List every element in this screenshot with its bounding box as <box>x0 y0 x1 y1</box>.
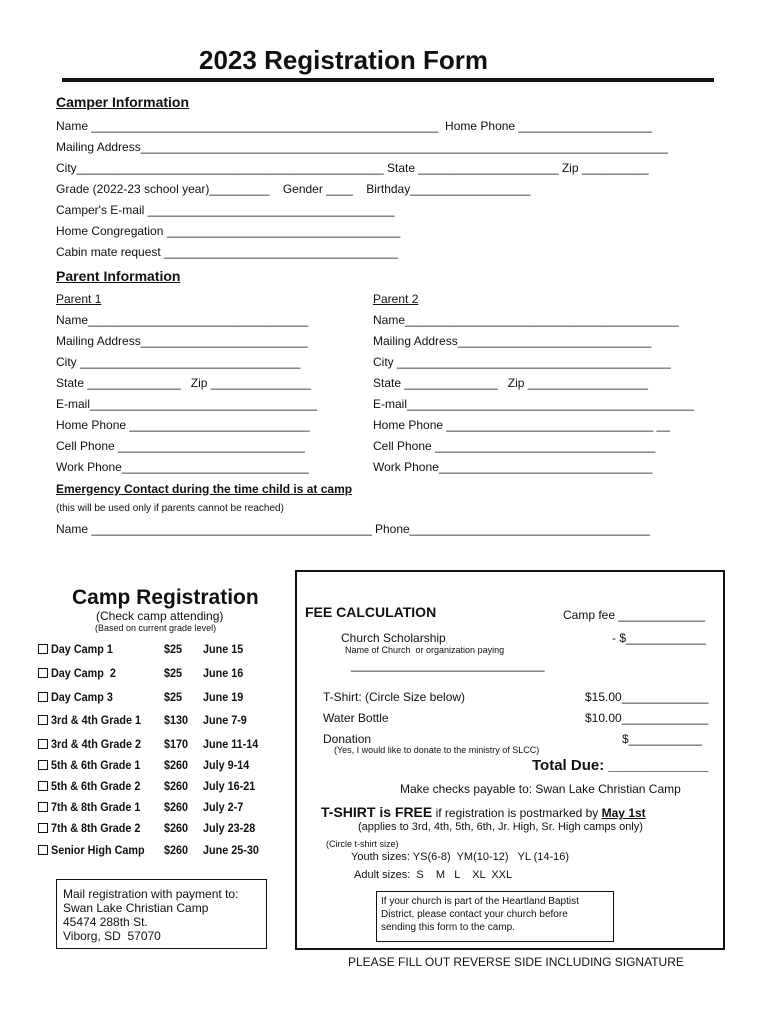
applies-note: (applies to 3rd, 4th, 5th, 6th, Jr. High, Sr. High camps only) <box>358 821 643 833</box>
camp-name: Senior High Camp <box>51 843 145 857</box>
camp-price: $170 <box>164 737 189 751</box>
total-due-field[interactable]: Total Due: ____________ <box>532 757 709 774</box>
donation-note: (Yes, I would like to donate to the ministry of SLCC) <box>334 745 540 755</box>
camp-option-row[interactable] <box>38 821 278 837</box>
camp-option-row[interactable] <box>38 713 278 729</box>
cabin-mate-field[interactable]: Cabin mate request ___________________________________ <box>56 245 398 259</box>
camper-name-field[interactable]: Name ____________________________________________________ Home Phone ____________________ <box>56 119 652 133</box>
parent1-cell-phone-field[interactable]: Cell Phone ____________________________ <box>56 439 305 453</box>
camper-city-field[interactable]: City______________________________________________ State _____________________ Zip __________ <box>56 161 649 175</box>
camp-option-row[interactable] <box>38 779 278 795</box>
camper-mailing-field[interactable]: Mailing Address_______________________________________________________________________________ <box>56 140 668 154</box>
camp-checkbox[interactable] <box>38 739 48 749</box>
parent2-work-phone-field[interactable]: Work Phone________________________________ <box>373 460 653 474</box>
camp-name: 5th & 6th Grade 2 <box>51 779 141 793</box>
camp-name: Day Camp 2 <box>51 666 116 680</box>
parent1-mailing-field[interactable]: Mailing Address_________________________ <box>56 334 308 348</box>
camp-option-row[interactable] <box>38 758 278 774</box>
parent2-home-phone-field[interactable]: Home Phone _______________________________ __ <box>373 418 670 432</box>
camp-price: $130 <box>164 713 189 727</box>
tshirt-free-mid: if registration is postmarked by <box>432 806 602 820</box>
camper-grade-field[interactable]: Grade (2022-23 school year)_________ Gender ____ Birthday__________________ <box>56 182 531 196</box>
heartland-line-1: If your church is part of the Heartland Baptist <box>381 896 579 907</box>
parent2-label: Parent 2 <box>373 292 419 306</box>
fee-calculation-heading: FEE CALCULATION <box>305 604 437 620</box>
camp-price: $260 <box>164 800 189 814</box>
camp-dates: June 11-14 <box>203 737 259 751</box>
camp-fee-field[interactable]: Camp fee _____________ <box>563 608 706 622</box>
camp-name: 5th & 6th Grade 1 <box>51 758 141 772</box>
emergency-contact-heading: Emergency Contact during the time child is at camp <box>56 482 353 496</box>
camp-checkbox[interactable] <box>38 823 48 833</box>
tshirt-amount[interactable]: $15.00_____________ <box>585 690 709 704</box>
church-scholarship-note: Name of Church or organization paying <box>345 645 505 655</box>
parent2-city-field[interactable]: City _________________________________________ <box>373 355 671 369</box>
parent-info-heading: Parent Information <box>56 268 181 284</box>
checks-payable-note: Make checks payable to: Swan Lake Christian Camp <box>400 782 681 796</box>
circle-size-note: (Circle t-shirt size) <box>326 839 399 849</box>
parent2-name-field[interactable]: Name_________________________________________ <box>373 313 679 327</box>
camp-checkbox[interactable] <box>38 715 48 725</box>
camp-checkbox[interactable] <box>38 845 48 855</box>
camp-price: $260 <box>164 758 189 772</box>
camp-option-row[interactable] <box>38 737 278 753</box>
church-scholarship-label: Church Scholarship <box>341 631 446 645</box>
youth-sizes[interactable]: Youth sizes: YS(6-8) YM(10-12) YL (14-16) <box>351 851 570 863</box>
tshirt-free-date: May 1st <box>601 806 646 820</box>
parent2-email-field[interactable]: E-mail___________________________________________ <box>373 397 694 411</box>
parent2-mailing-field[interactable]: Mailing Address_____________________________ <box>373 334 652 348</box>
page-title: 2023 Registration Form <box>199 45 488 75</box>
parent1-state-field[interactable]: State ______________ Zip _______________ <box>56 376 311 390</box>
donation-amount[interactable]: $___________ <box>622 732 703 746</box>
church-scholarship-amount[interactable]: - $____________ <box>612 631 707 645</box>
parent1-city-field[interactable]: City _________________________________ <box>56 355 301 369</box>
mail-line-2: Swan Lake Christian Camp <box>63 901 209 915</box>
camp-price: $260 <box>164 843 189 857</box>
based-on-grade-note: (Based on current grade level) <box>95 623 217 633</box>
camp-dates: June 19 <box>203 690 244 704</box>
camp-checkbox[interactable] <box>38 644 48 654</box>
camp-registration-heading: Camp Registration <box>72 586 259 609</box>
camp-option-row[interactable] <box>38 666 278 682</box>
mail-line-1: Mail registration with payment to: <box>63 887 239 901</box>
camp-dates: July 23-28 <box>203 821 256 835</box>
church-name-field[interactable]: _____________________________ <box>351 658 545 672</box>
parent1-email-field[interactable]: E-mail__________________________________ <box>56 397 317 411</box>
camp-price: $25 <box>164 666 183 680</box>
title-rule <box>62 78 714 82</box>
camper-info-heading: Camper Information <box>56 94 190 110</box>
camp-checkbox[interactable] <box>38 802 48 812</box>
mail-registration-box <box>56 879 267 949</box>
water-bottle-label: Water Bottle <box>323 711 389 725</box>
camp-name: Day Camp 3 <box>51 690 113 704</box>
camp-dates: June 7-9 <box>203 713 247 727</box>
camp-dates: July 2-7 <box>203 800 244 814</box>
heartland-line-2: District, please contact your church before <box>381 909 568 920</box>
camper-email-field[interactable]: Camper's E-mail _____________________________________ <box>56 203 395 217</box>
camp-dates: June 15 <box>203 642 244 656</box>
camp-checkbox[interactable] <box>38 692 48 702</box>
camp-name: Day Camp 1 <box>51 642 113 656</box>
heartland-note-box <box>376 891 614 942</box>
heartland-line-3: sending this form to the camp. <box>381 922 515 933</box>
parent1-home-phone-field[interactable]: Home Phone ___________________________ <box>56 418 310 432</box>
camp-dates: June 16 <box>203 666 244 680</box>
camp-price: $25 <box>164 642 183 656</box>
camp-name: 7th & 8th Grade 1 <box>51 800 141 814</box>
tshirt-free-note <box>321 805 646 820</box>
camp-price: $260 <box>164 821 189 835</box>
tshirt-label: T-Shirt: (Circle Size below) <box>323 690 466 704</box>
mail-line-4: Viborg, SD 57070 <box>63 929 161 943</box>
camp-option-row[interactable] <box>38 690 278 706</box>
donation-label: Donation <box>323 732 372 746</box>
camp-price: $25 <box>164 690 183 704</box>
camp-option-row[interactable] <box>38 642 278 658</box>
check-camp-note: (Check camp attending) <box>96 609 224 623</box>
emergency-contact-field[interactable]: Name __________________________________________ Phone____________________________________ <box>56 522 650 536</box>
camp-checkbox[interactable] <box>38 668 48 678</box>
parent1-label: Parent 1 <box>56 292 102 306</box>
camp-dates: June 25-30 <box>203 843 259 857</box>
camp-price: $260 <box>164 779 189 793</box>
parent1-name-field[interactable]: Name_________________________________ <box>56 313 309 327</box>
footer-note: PLEASE FILL OUT REVERSE SIDE INCLUDING SIGNATURE <box>348 955 684 969</box>
camp-name: 3rd & 4th Grade 1 <box>51 713 142 727</box>
camp-checkbox[interactable] <box>38 760 48 770</box>
camp-name: 7th & 8th Grade 2 <box>51 821 141 835</box>
parent1-work-phone-field[interactable]: Work Phone____________________________ <box>56 460 309 474</box>
water-bottle-amount[interactable]: $10.00_____________ <box>585 711 709 725</box>
camp-name: 3rd & 4th Grade 2 <box>51 737 142 751</box>
home-congregation-field[interactable]: Home Congregation ___________________________________ <box>56 224 401 238</box>
parent2-cell-phone-field[interactable]: Cell Phone _________________________________ <box>373 439 656 453</box>
camp-checkbox[interactable] <box>38 781 48 791</box>
camp-option-row[interactable] <box>38 800 278 816</box>
emergency-contact-note: (this will be used only if parents cannot be reached) <box>56 503 284 514</box>
mail-line-3: 45474 288th St. <box>63 915 148 929</box>
tshirt-free-bold: T-SHIRT is FREE <box>321 804 433 820</box>
camp-dates: July 16-21 <box>203 779 256 793</box>
parent2-state-field[interactable]: State ______________ Zip __________________ <box>373 376 648 390</box>
camp-option-row[interactable] <box>38 843 278 859</box>
adult-sizes[interactable]: Adult sizes: S M L XL XXL <box>354 869 513 881</box>
camp-dates: July 9-14 <box>203 758 250 772</box>
